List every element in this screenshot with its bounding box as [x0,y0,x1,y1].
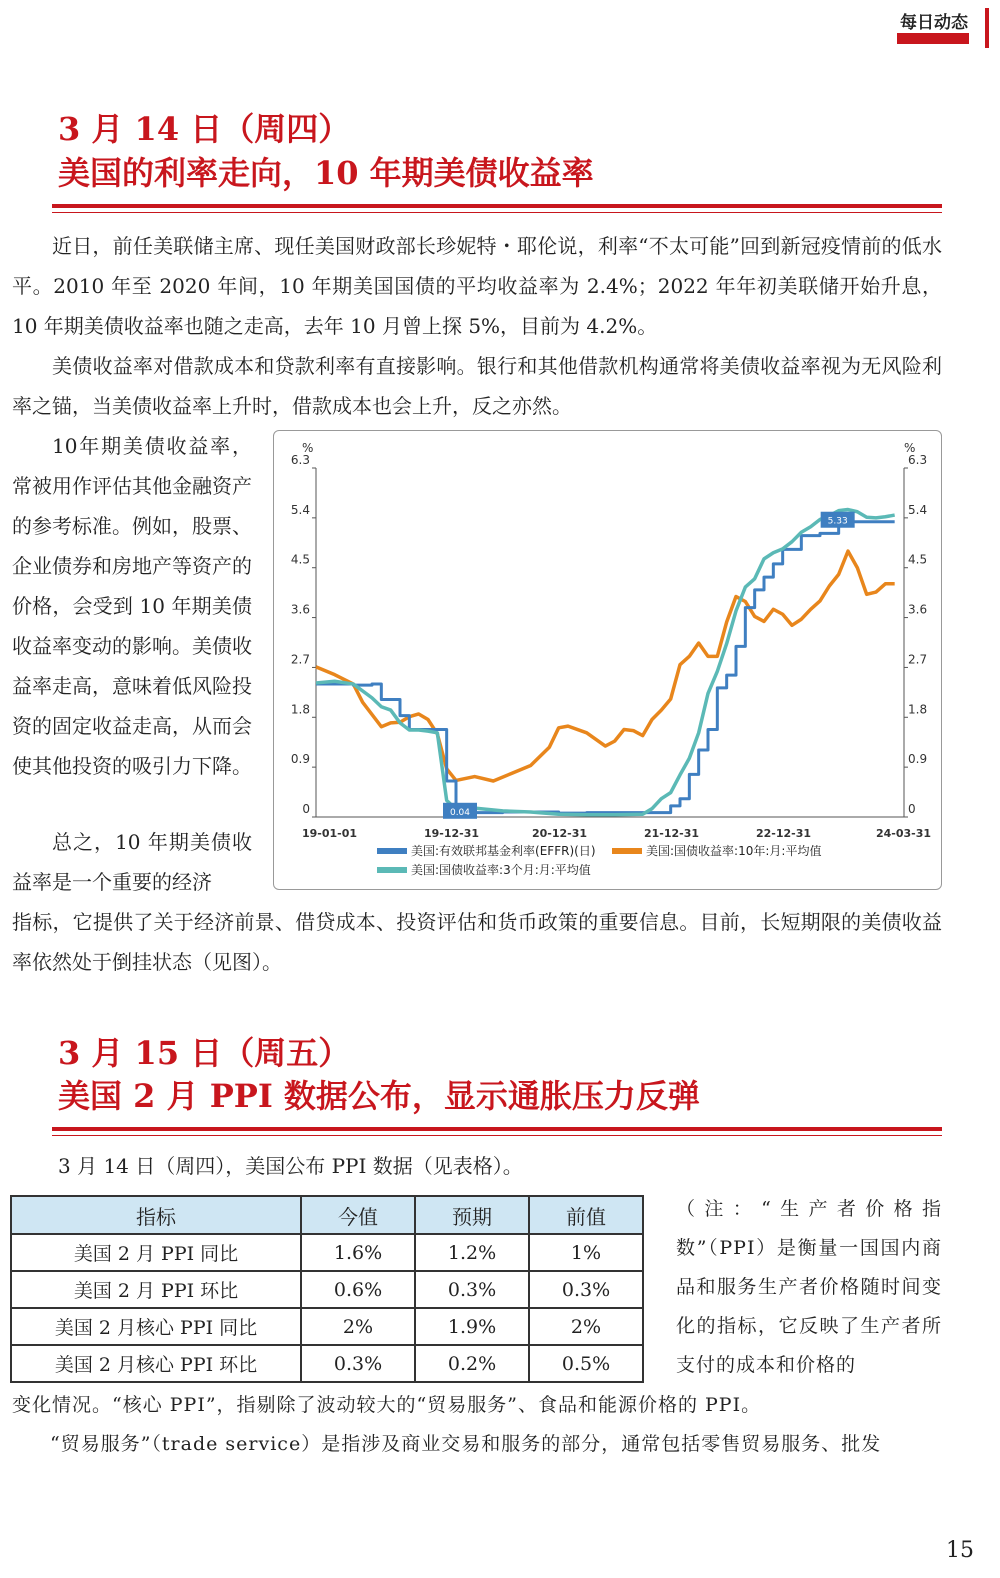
section1-paragraph-1: 近日，前任美联储主席、现任美国财政部长珍妮特・耶伦说，利率“不太可能”回到新冠疫情前的低水平。2010 年至 2020 年间，10 年期美国国债的平均收益率为 2.4%；2022 年年初美联储开始升息，10 年期美债收益率也随之走高，去年 10 月曾上探 5%，目前为 4.2%。 [12,234,942,338]
yield-chart-svg [274,431,941,889]
table-row [11,1308,643,1345]
legend-swatch-t3m [377,867,407,873]
ppi-cell-forecast: 0.3% [415,1271,529,1308]
x-tick-label: 22-12-31 [756,827,812,840]
y-tick-label: 4.5 [290,552,310,567]
y-tick-label: 3.6 [908,602,928,617]
legend-label: 美国:有效联邦基金利率(EFFR)(日) [411,844,596,858]
page-number: 15 [946,1538,974,1563]
ppi-cell-previous: 0.3% [529,1271,643,1308]
header-accent-bar [985,8,989,48]
section1-date: 3 月 14 日（周四） [58,110,351,148]
section2-title: 美国 2 月 PPI 数据公布，显示通胀压力反弹 [58,1077,700,1115]
section1-title: 美国的利率走向，10 年期美债收益率 [58,154,594,192]
ppi-header-current: 今值 [301,1196,415,1234]
table-row [11,1271,643,1308]
y-tick-label: 2.7 [290,652,310,667]
ppi-cell-current: 0.3% [301,1345,415,1382]
legend-swatch-effr [377,848,407,854]
series-line-effr [316,522,895,814]
y-tick-label: 5.4 [290,502,310,517]
section1-paragraph-4-end: 指标，它提供了关于经济前景、借贷成本、投资评估和货币政策的重要信息。目前，长短期限的美债收益率依然处于倒挂状态（见图）。 [12,910,942,974]
section1-paragraph-2: 美债收益率对借款成本和贷款利率有直接影响。银行和其他借款机构通常将美债收益率视为无风险利率之锚，当美债收益率上升时，借款成本也会上升，反之亦然。 [12,354,942,418]
legend-label: 美国:国债收益率:3个月:月:平均值 [411,863,591,877]
ppi-cell-forecast: 0.2% [415,1345,529,1382]
y-tick-label: 0 [302,802,310,816]
ppi-cell-indicator: 美国 2 月 PPI 同比 [11,1234,301,1271]
ppi-cell-forecast: 1.2% [415,1234,529,1271]
annotation-label: 5.33 [827,516,848,527]
header-accent-underline [897,33,969,44]
ppi-cell-current: 1.6% [301,1234,415,1271]
x-tick-label: 20-12-31 [532,827,588,840]
ppi-table-header-row [11,1196,643,1234]
yield-chart [273,430,942,890]
section2-intro: 3 月 14 日（周四），美国公布 PPI 数据（见表格）。 [58,1154,523,1178]
y-tick-label: 3.6 [290,602,310,617]
section2-rule [52,1127,942,1136]
trade-service-paragraph: “贸易服务”（trade service）是指涉及商业交易和服务的部分，通常包括零售贸易服务、批发 [50,1433,882,1455]
y-tick-label: 1.8 [908,702,928,717]
y-tick-label: 6.3 [290,453,310,467]
y-tick-label: 0.9 [908,752,928,767]
ppi-header-indicator: 指标 [11,1196,301,1234]
ppi-note: （注：“生产者价格指数”（PPI）是衡量一国国内商品和服务生产者价格随时间变化的指标，它反映了生产者所支付的成本和价格的 [676,1198,942,1376]
x-tick-label: 21-12-31 [644,827,700,840]
y-tick-label: 0.9 [290,752,310,767]
ppi-table [10,1195,644,1383]
table-row [11,1234,643,1271]
x-tick-label: 19-12-31 [424,827,480,840]
section1-paragraph-4-start: 总之，10 年期美债收益率是一个重要的经济 [12,830,252,894]
ppi-cell-indicator: 美国 2 月 PPI 环比 [11,1271,301,1308]
series-line-t3m [316,510,895,815]
ppi-cell-previous: 2% [529,1308,643,1345]
section1-rule [52,204,942,213]
section2-date: 3 月 15 日（周五） [58,1034,351,1072]
ppi-cell-previous: 1% [529,1234,643,1271]
y-tick-label: 4.5 [908,552,928,567]
section-header-label: 每日动态 [900,13,968,33]
x-tick-label: 19-01-01 [302,827,358,840]
ppi-header-previous: 前值 [529,1196,643,1234]
y-tick-label: 5.4 [908,502,928,517]
y-tick-label: 1.8 [290,702,310,717]
ppi-cell-forecast: 1.9% [415,1308,529,1345]
ppi-header-forecast: 预期 [415,1196,529,1234]
section1-paragraph-3: 10年期美债收益率，常被用作评估其他金融资产的参考标准。例如，股票、企业债券和房地产等资产的价格，会受到 10 年期美债收益率变动的影响。美债收益率走高，意味着低风险投资的固定收益走高，从而会使其他投资的吸引力下降。 [12,434,252,778]
y-tick-label: 2.7 [908,652,928,667]
ppi-cell-current: 0.6% [301,1271,415,1308]
annotation-label: 0.04 [449,807,471,818]
series-line-t10y [316,551,895,781]
table-row [11,1345,643,1382]
y-tick-label: 6.3 [908,453,928,467]
ppi-cell-current: 2% [301,1308,415,1345]
x-tick-label: 24-03-31 [876,827,932,840]
ppi-cell-indicator: 美国 2 月核心 PPI 同比 [11,1308,301,1345]
ppi-cell-previous: 0.5% [529,1345,643,1382]
ppi-cell-indicator: 美国 2 月核心 PPI 环比 [11,1345,301,1382]
legend-label: 美国:国债收益率:10年:月:平均值 [646,844,822,858]
legend-swatch-t10y [612,848,642,854]
y-unit-left: % [302,441,314,455]
y-tick-label: 0 [908,802,916,816]
ppi-note-continued: 变化情况。“核心 PPI”，指剔除了波动较大的“贸易服务”、食品和能源价格的 PPI。 [12,1394,762,1416]
y-unit-right: % [904,441,916,455]
